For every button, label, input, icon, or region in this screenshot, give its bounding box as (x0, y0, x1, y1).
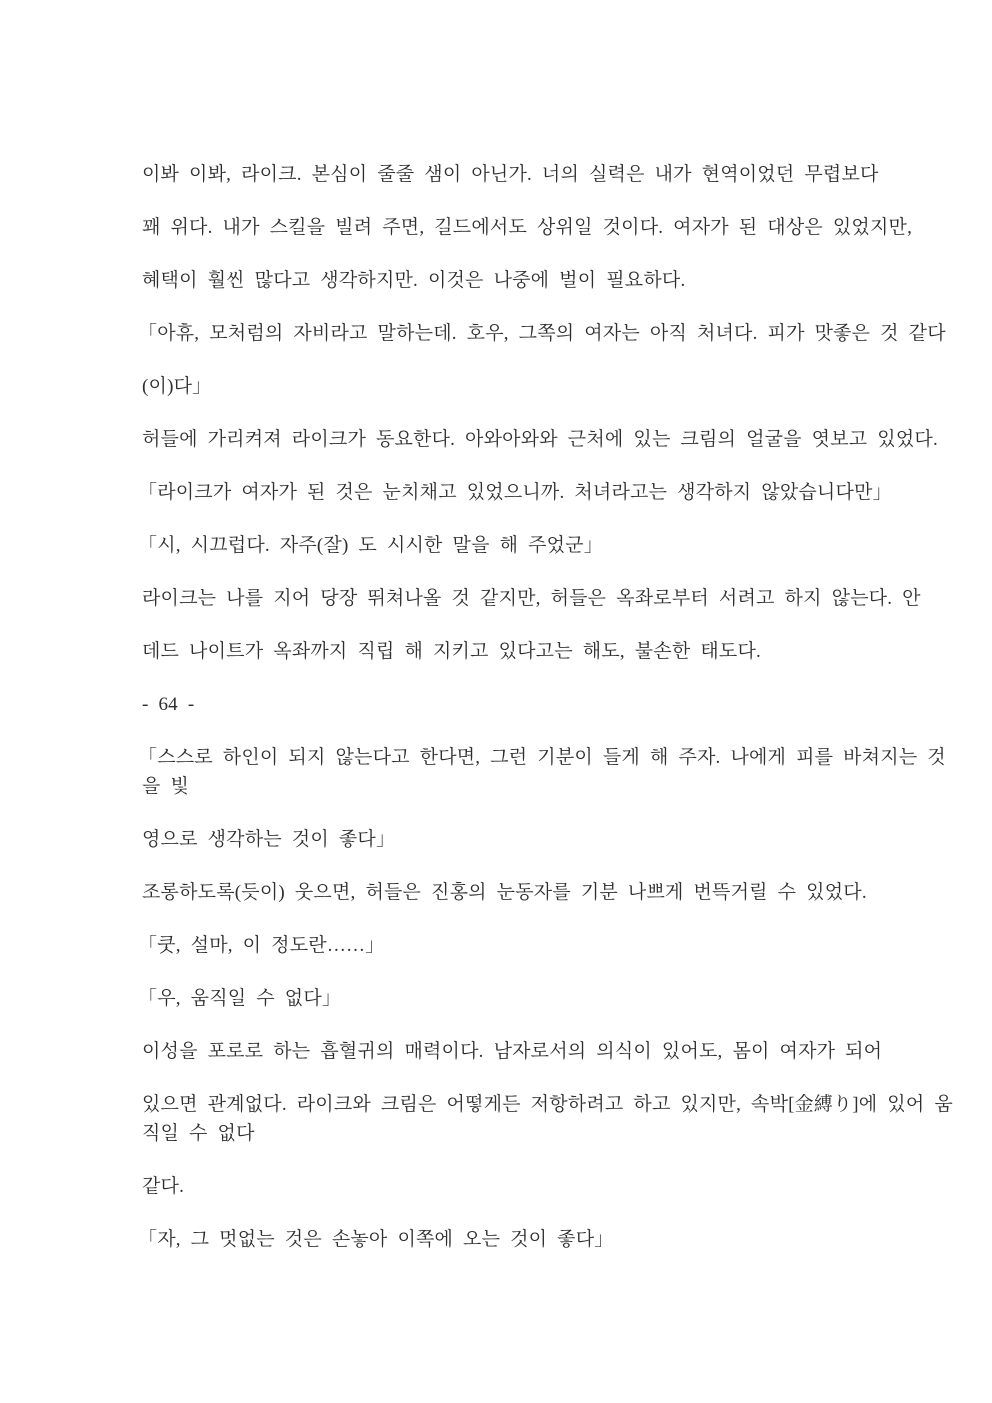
text-line: 혜택이 훨씬 많다고 생각하지만. 이것은 나중에 벌이 필요하다. (142, 270, 686, 291)
text-line: 직일 수 없다 (142, 1123, 255, 1144)
text-line: 을 빛 (142, 776, 190, 797)
text-line: 영으로 생각하는 것이 좋다」 (142, 829, 396, 850)
text-line: 「쿳, 설마, 이 정도란……」 (138, 935, 385, 956)
text-line: 「아휴, 모처럼의 자비라고 말하는데. 호우, 그쪽의 여자는 아직 처녀다. 피가 맛좋은 것 같다 (138, 323, 946, 344)
text-line: 같다. (142, 1176, 185, 1197)
text-line: 있으면 관계없다. 라이크와 크림은 어떻게든 저항하려고 하고 있지만, 속박[金縛り]에 있어 움 (142, 1094, 953, 1115)
text-line: 「라이크가 여자가 된 것은 눈치채고 있었으니까. 처녀라고는 생각하지 않았습니다만」 (138, 482, 892, 503)
page-number: - 64 - (142, 694, 195, 715)
text-line: 「스스로 하인이 되지 않는다고 한다면, 그런 기분이 들게 해 주자. 나에게 피를 바쳐지는 것 (138, 747, 946, 768)
text-line: (이)다」 (142, 376, 212, 397)
text-line: 조롱하도록(듯이) 웃으면, 허들은 진홍의 눈동자를 기분 나쁘게 번뜩거릴 수 있었다. (142, 882, 867, 903)
text-line: 이봐 이봐, 라이크. 본심이 줄줄 샘이 아닌가. 너의 실력은 내가 현역이었던 무렵보다 (142, 164, 879, 185)
text-line: 꽤 위다. 내가 스킬을 빌려 주면, 길드에서도 상위일 것이다. 여자가 된 대상은 있었지만, (142, 217, 913, 238)
text-line: 「시, 시끄럽다. 자주(잘) 도 시시한 말을 해 주었군」 (138, 535, 603, 556)
text-line: 「우, 움직일 수 없다」 (138, 988, 342, 1009)
text-line: 허들에 가리켜져 라이크가 동요한다. 아와아와와 근처에 있는 크림의 얼굴을 엿보고 있었다. (142, 429, 938, 450)
text-line: 「자, 그 멋없는 것은 손놓아 이쪽에 오는 것이 좋다」 (138, 1229, 614, 1250)
text-line: 데드 나이트가 옥좌까지 직립 해 지키고 있다고는 해도, 불손한 태도다. (142, 641, 761, 662)
text-line: 라이크는 나를 지어 당장 뛰쳐나올 것 같지만, 허들은 옥좌로부터 서려고 하지 않는다. 안 (142, 588, 921, 609)
text-line: 이성을 포로로 하는 흡혈귀의 매력이다. 남자로서의 의식이 있어도, 몸이 여자가 되어 (142, 1041, 883, 1062)
